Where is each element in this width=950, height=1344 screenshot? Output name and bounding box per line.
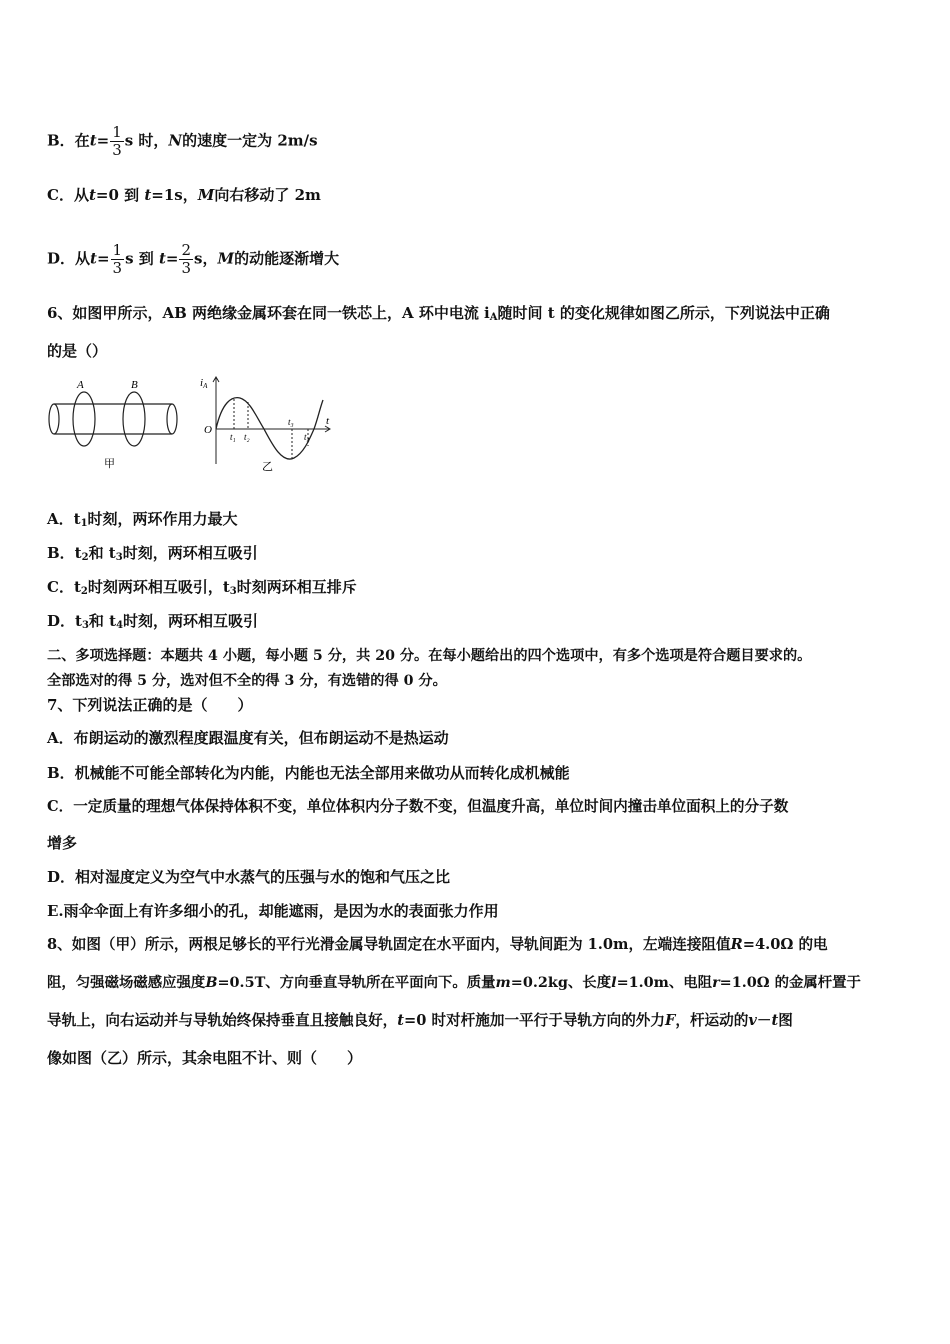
q7-stem: 7、下列说法正确的是（ ） — [47, 696, 253, 714]
q7-option-e: E.雨伞伞面上有许多细小的孔，却能遮雨，是因为水的表面张力作用 — [47, 902, 499, 920]
q6-option-b: B．t2和 t3时刻，两环相互吸引 — [47, 544, 258, 563]
fraction: $\frac{1}{3}$ — [112, 241, 123, 277]
q6-stem-line2: 的是（） — [47, 342, 108, 360]
ring-b-label: B — [131, 379, 138, 391]
origin-label: O — [204, 424, 212, 436]
q7-option-a: A．布朗运动的激烈程度跟温度有关，但布朗运动不是热运动 — [47, 729, 449, 747]
y-axis-label: iA — [200, 377, 208, 390]
q6-option-c: C．t2时刻两环相互吸引，t3时刻两环相互排斥 — [47, 578, 357, 597]
section2-line2: 全部选对的得 5 分，选对但不全的得 3 分，有选错的得 0 分。 — [47, 673, 447, 689]
figure-jia-caption: 甲 — [104, 457, 115, 470]
t3-label: t₃ — [288, 417, 294, 427]
q7-option-b: B．机械能不可能全部转化为内能，内能也无法全部用来做功从而转化成机械能 — [47, 764, 570, 782]
ring-a — [73, 392, 95, 446]
figure-jia-rings-on-core — [44, 374, 184, 474]
fraction: $\frac{2}{3}$ — [181, 241, 192, 277]
q5-option-c: C．从t=0 到 t=1s，M向右移动了 2m — [47, 186, 321, 204]
section2-line1: 二、多项选择题：本题共 4 小题，每小题 5 分，共 20 分。在每小题给出的四个选项中，有多个选项是符合题目要求的。 — [47, 648, 812, 664]
q7-option-c-line2: 增多 — [47, 834, 78, 852]
q6-option-a: A．t1时刻，两环作用力最大 — [47, 510, 238, 529]
x-axis-label: t — [326, 415, 330, 427]
q8-stem-line2: 阻，匀强磁场磁感应强度B=0.5T、方向垂直导轨所在平面向下。质量m=0.2kg、长度l=1.0m、电阻r=1.0Ω 的金属杆置于 — [47, 974, 861, 991]
q7-option-d: D．相对湿度定义为空气中水蒸气的压强与水的饱和气压之比 — [47, 868, 451, 886]
q7-option-c-line1: C．一定质量的理想气体保持体积不变，单位体积内分子数不变，但温度升高，单位时间内撞击单位面积上的分子数 — [47, 798, 789, 815]
t2-label: t₂ — [244, 432, 250, 442]
figure-yi-current-graph — [196, 372, 341, 476]
t1-label: t₁ — [230, 432, 236, 442]
q6-stem-line1: 6、如图甲所示，AB 两绝缘金属环套在同一铁芯上，A 环中电流 iA随时间 t 的变化规律如图乙所示，下列说法中正确 — [47, 304, 830, 323]
ring-b — [123, 392, 145, 446]
t4-label: t₄ — [304, 432, 310, 442]
core-right-end — [167, 404, 177, 434]
q5-option-b: B．在t= $\frac{1}{3}$ s 时，N的速度一定为 2m/s — [47, 123, 318, 159]
figure-yi-caption: 乙 — [262, 460, 273, 473]
q6-option-d: D．t3和 t4时刻，两环相互吸引 — [47, 612, 259, 631]
current-curve — [216, 398, 323, 459]
ring-a-label: A — [77, 379, 84, 391]
fraction: $\frac{1}{3}$ — [112, 123, 122, 159]
q8-stem-line3: 导轨上，向右运动并与导轨始终保持垂直且接触良好，t=0 时对杆施加一平行于导轨方向的外力F，杆运动的v－t图 — [47, 1012, 793, 1029]
q8-stem-line4: 像如图（乙）所示，其余电阻不计、则（ ） — [47, 1049, 363, 1067]
q8-stem-line1: 8、如图（甲）所示，两根足够长的平行光滑金属导轨固定在水平面内，导轨间距为 1.0m，左端连接阻值R=4.0Ω 的电 — [47, 936, 828, 953]
core-left-end — [49, 404, 59, 434]
q5-option-d: D．从t= $\frac{1}{3}$ s 到 t= $\frac{2}{3}$ s，M的动能逐渐增大 — [47, 241, 340, 277]
